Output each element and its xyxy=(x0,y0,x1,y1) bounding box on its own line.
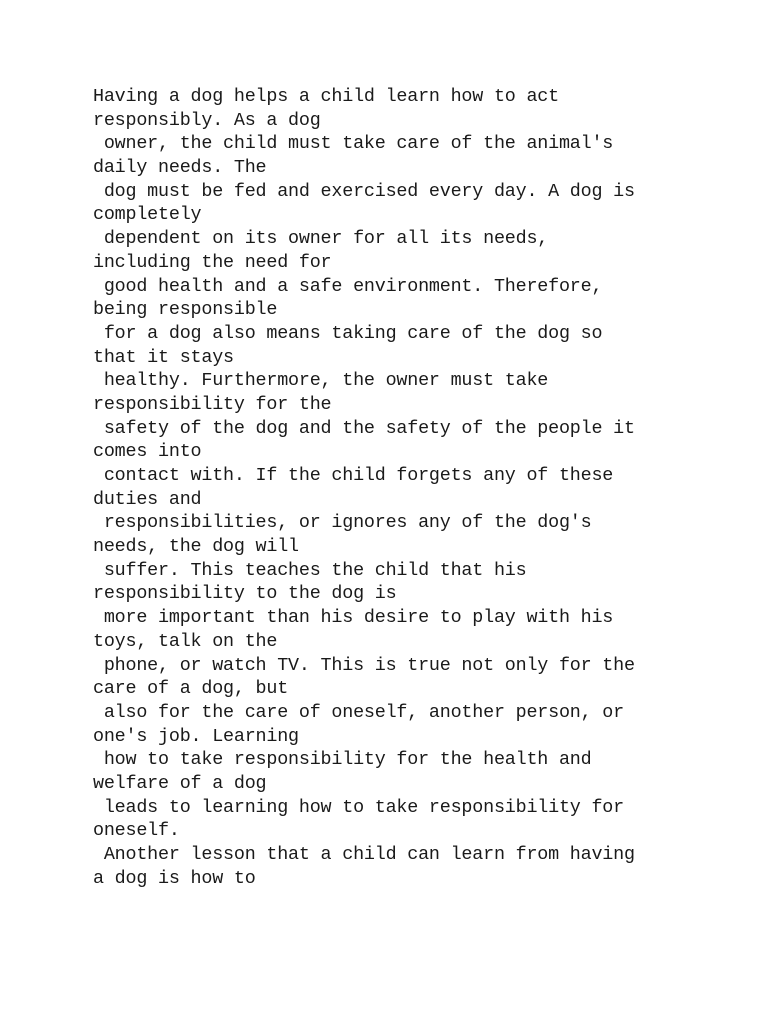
text-line: also for the care of oneself, another person, or xyxy=(93,701,624,723)
text-line: good health and a safe environment. Therefore, xyxy=(93,275,603,297)
text-line: Having a dog helps a child learn how to act xyxy=(93,86,559,107)
text-line: that it stays xyxy=(93,346,234,368)
text-line: healthy. Furthermore, the owner must take xyxy=(93,370,549,392)
text-line: owner, the child must take care of the animal's xyxy=(93,133,614,155)
text-line: completely xyxy=(93,204,202,226)
text-line: more important than his desire to play with his xyxy=(93,607,614,629)
text-line: needs, the dog will xyxy=(93,536,299,558)
text-line: welfare of a dog xyxy=(93,772,267,794)
document-body-text xyxy=(93,85,733,890)
text-line: care of a dog, but xyxy=(93,678,289,700)
text-line: comes into xyxy=(93,441,202,463)
text-line: responsibilities, or ignores any of the dog's xyxy=(93,512,592,534)
text-line: how to take responsibility for the health and xyxy=(93,749,592,771)
text-line: toys, talk on the xyxy=(93,630,278,652)
text-line: for a dog also means taking care of the dog so xyxy=(93,322,603,344)
text-line: suffer. This teaches the child that his xyxy=(93,559,527,581)
text-line: one's job. Learning xyxy=(93,725,299,747)
text-line: a dog is how to xyxy=(93,867,256,889)
text-line: including the need for xyxy=(93,251,332,273)
text-line: daily needs. The xyxy=(93,157,267,179)
text-line: responsibility to the dog is xyxy=(93,583,397,605)
text-line: dog must be fed and exercised every day. A dog is xyxy=(93,180,635,202)
text-line: responsibility for the xyxy=(93,393,332,415)
text-line: phone, or watch TV. This is true not only for the xyxy=(93,654,635,676)
text-line: Another lesson that a child can learn from having xyxy=(93,844,635,865)
text-line: responsibly. As a dog xyxy=(93,109,321,131)
text-line: being responsible xyxy=(93,299,278,321)
text-line: oneself. xyxy=(93,820,180,842)
text-line: safety of the dog and the safety of the people it xyxy=(93,417,635,439)
text-line: leads to learning how to take responsibility for xyxy=(93,796,624,818)
text-line: dependent on its owner for all its needs, xyxy=(93,228,549,250)
text-line: contact with. If the child forgets any of these xyxy=(93,465,614,486)
text-line: duties and xyxy=(93,488,202,510)
